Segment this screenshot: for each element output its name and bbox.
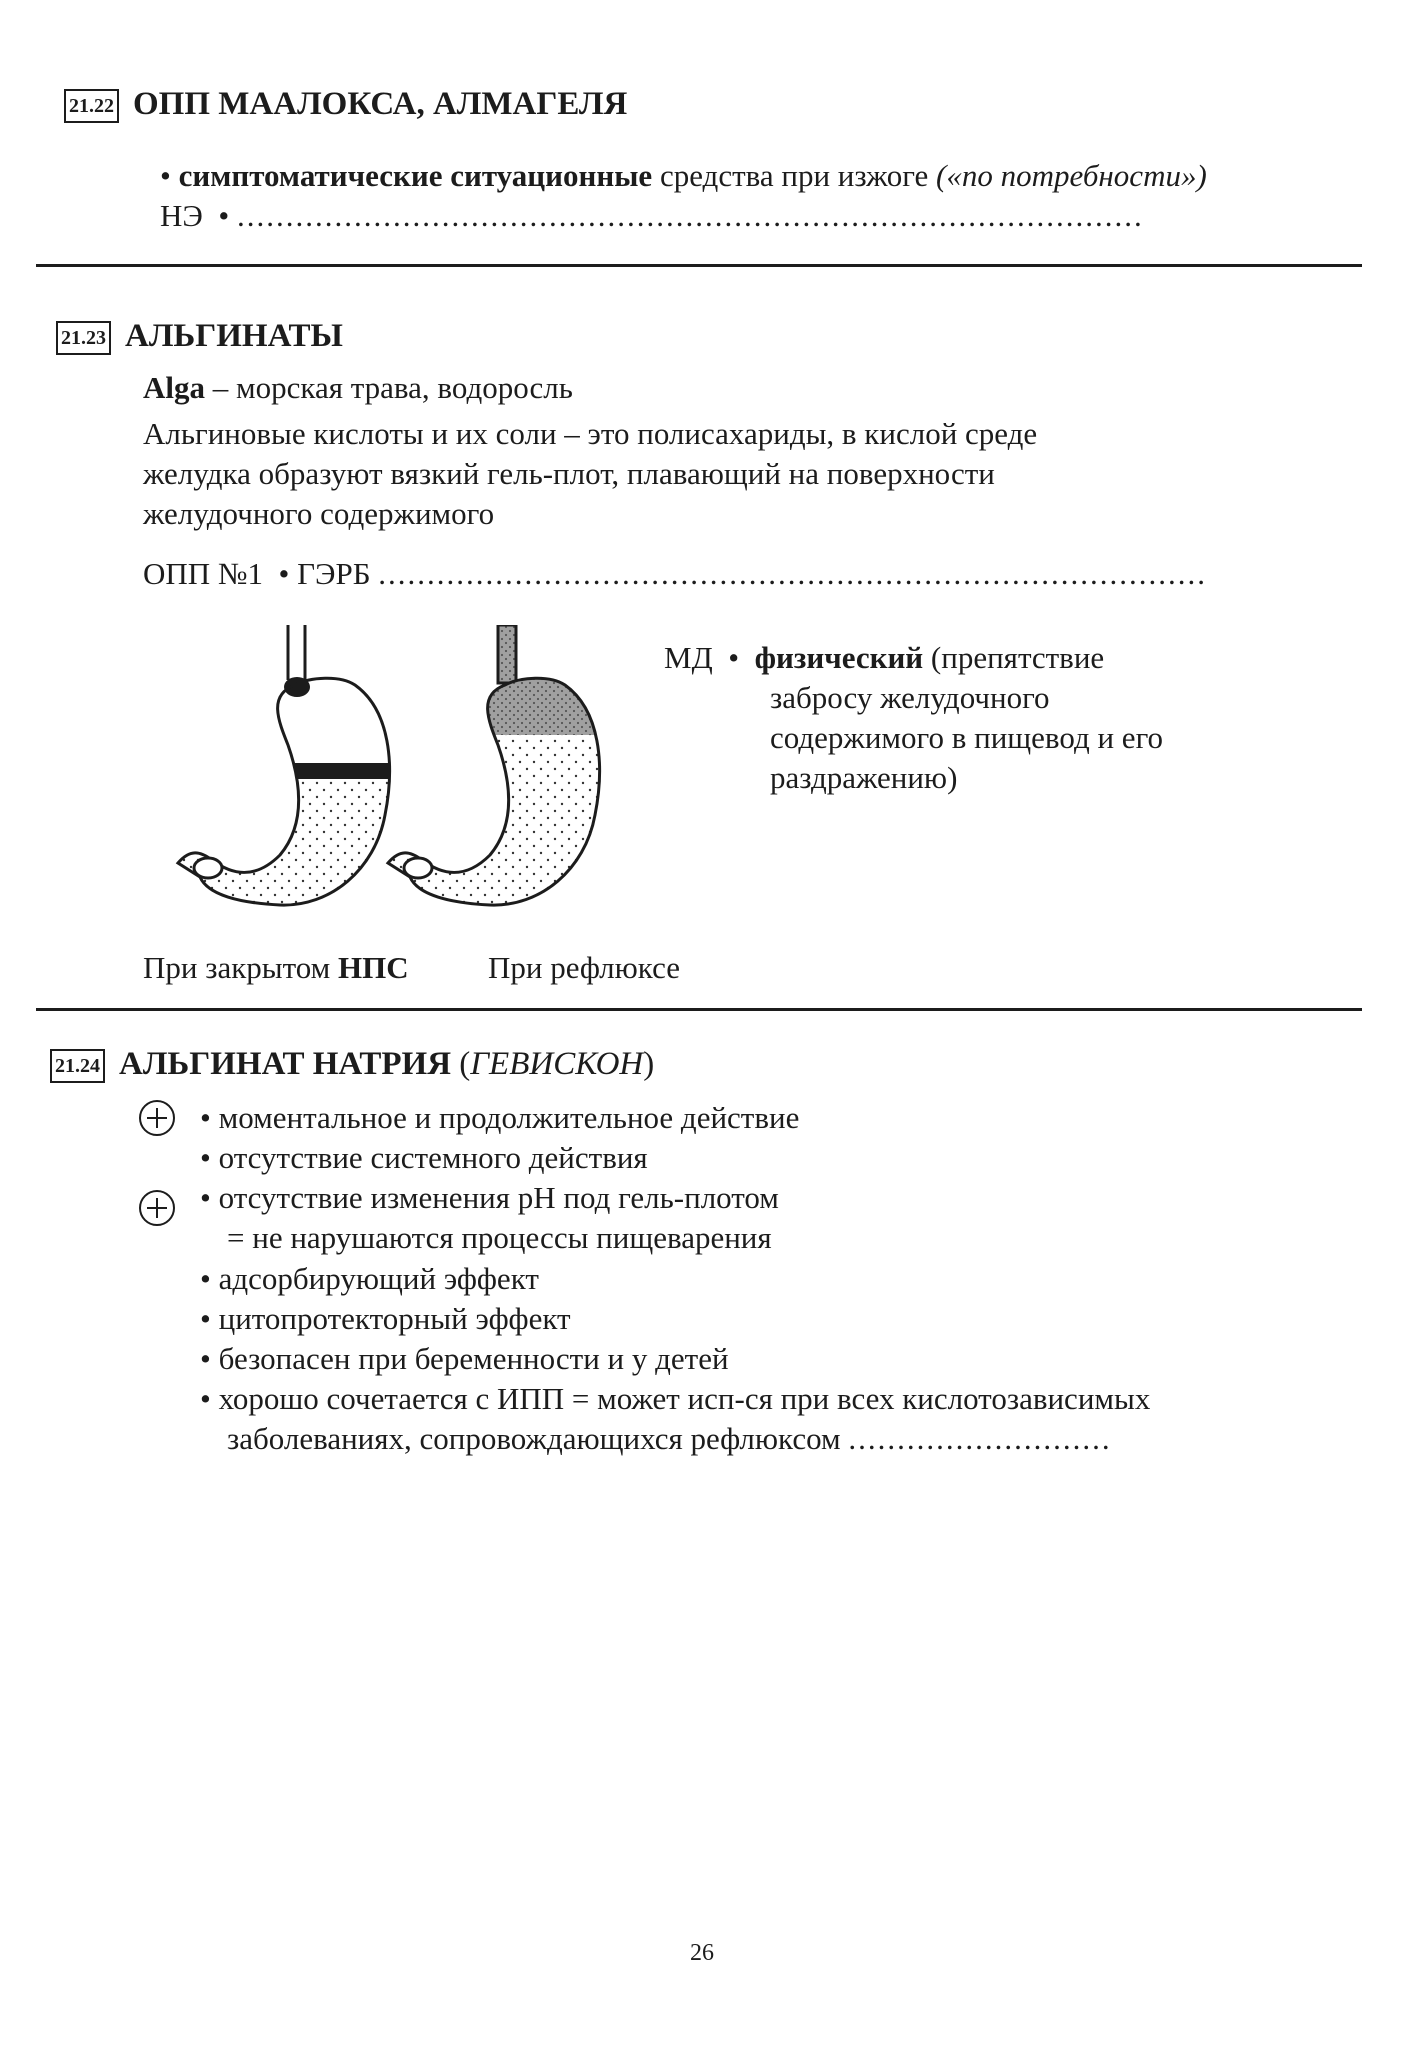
stomach-closed-les-icon (160, 625, 420, 915)
stomach-reflux-icon (360, 625, 620, 915)
ne-dots: ............................................................................................. (236, 198, 1144, 233)
section-number-21-24: 21.24 (50, 1049, 105, 1083)
list-item: • отсутствие изменения pH под гель-плотом (200, 1180, 779, 1215)
ne-label: НЭ (160, 198, 203, 233)
stomach-illustrations (160, 625, 680, 915)
list-item: • хорошо сочетается с ИПП = может исп-ся при всех кислотозависимых (200, 1381, 1151, 1416)
section-number-21-23: 21.23 (56, 321, 111, 355)
alginate-desc-line-1: Альгиновые кислоты и их соли – это полисахариды, в кислой среде (143, 416, 1038, 451)
section-21-23-title: АЛЬГИНАТЫ (125, 318, 343, 354)
md-line-1: МД • физический (препятствие (664, 640, 1105, 675)
symptomatic-line (160, 158, 1207, 194)
page-number: 26 (690, 1940, 714, 1966)
caption-closed-les-prefix: При закрытом (143, 950, 339, 985)
section-21-24-brand: (ГЕВИСКОН) (459, 1046, 655, 1082)
opp-dots: ..................................................................................... (378, 556, 1208, 591)
fill-in-dots: ........................... (848, 1421, 1112, 1456)
md-line-4: раздражению) (770, 760, 958, 795)
list-item: • безопасен при беременности и у детей (200, 1341, 729, 1376)
plus-circle-icon (139, 1190, 175, 1226)
section-divider (36, 1008, 1362, 1011)
section-21-24-heading (50, 1046, 654, 1083)
section-number-21-22: 21.22 (64, 89, 119, 123)
section-21-22-title: ОПП МААЛОКСА, АЛМАГЕЛЯ (133, 86, 628, 122)
symptomatic-bold: симптоматические ситуационные (178, 158, 653, 193)
plus-circle-icon (139, 1100, 175, 1136)
opp-line: ОПП №1 • ГЭРБ ..................................................................................... (143, 556, 1208, 591)
md-physical: физический (754, 640, 924, 675)
alga-term: Alga (143, 370, 205, 405)
symptomatic-italic: («по потребности») (936, 158, 1207, 193)
section-21-23-heading (56, 318, 343, 355)
opp-label: ОПП №1 (143, 556, 263, 591)
list-item: • моментальное и продолжительное действие (200, 1100, 800, 1135)
list-item-continuation: = не нарушаются процессы пищеварения (227, 1220, 772, 1255)
md-line-2: забросу желудочного (770, 680, 1050, 715)
caption-closed-les (143, 950, 409, 986)
alga-definition: – морская трава, водоросль (205, 370, 573, 405)
caption-reflux: При рефлюксе (488, 950, 680, 985)
md-line-3: содержимого в пищевод и его (770, 720, 1164, 755)
alginate-desc-line-2: желудка образуют вязкий гель-плот, плавающий на поверхности (143, 456, 995, 491)
bullet: • (160, 158, 179, 193)
md-line-1-rest: (препятствие (923, 640, 1105, 675)
section-divider (36, 264, 1362, 267)
symptomatic-text: средства при изжоге (652, 158, 937, 193)
list-item-continuation: заболеваниях, сопровождающихся рефлюксом ........................... (227, 1421, 1112, 1456)
opp-item: ГЭРБ (297, 556, 371, 591)
ne-line: НЭ • ............................................................................................. (160, 198, 1144, 233)
list-item: • отсутствие системного действия (200, 1140, 648, 1175)
list-item: • адсорбирующий эффект (200, 1261, 539, 1296)
caption-closed-les-bold: НПС (338, 950, 409, 985)
list-item: • цитопротекторный эффект (200, 1301, 571, 1336)
md-label: МД (664, 640, 713, 675)
alginate-desc-line-3: желудочного содержимого (143, 496, 495, 531)
alga-line (143, 370, 573, 406)
section-21-24-title: АЛЬГИНАТ НАТРИЯ (119, 1046, 452, 1082)
section-21-22-heading (64, 86, 627, 123)
